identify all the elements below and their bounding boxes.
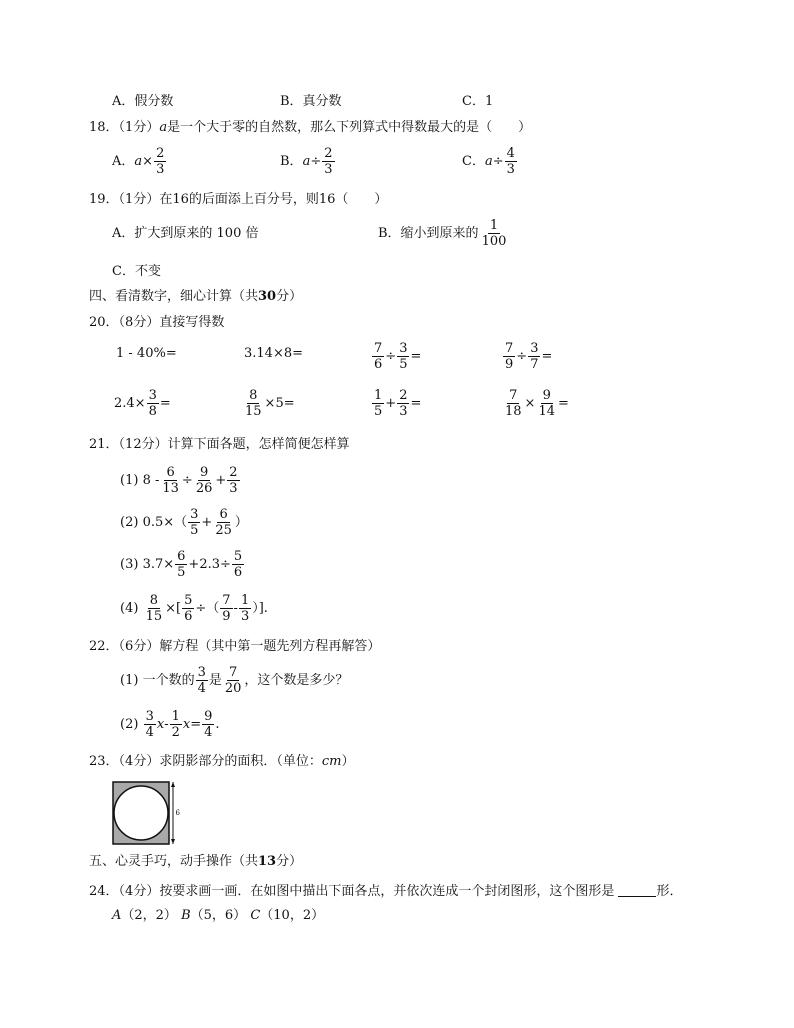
point-a-label: A <box>112 908 122 923</box>
operator: × <box>524 396 536 411</box>
q21-stem: 21．（12分）计算下面各题，怎样简便怎样算 <box>89 437 350 452</box>
q19-option-a: A．扩大到原来的 100 倍 <box>112 226 259 241</box>
variable-x: x <box>156 717 165 732</box>
q23-stem-suffix: ） <box>341 754 355 769</box>
prefix: 8 - <box>142 473 160 488</box>
denominator: 15 <box>145 609 163 624</box>
numerator: 3 <box>530 341 539 356</box>
suffix: ×5= <box>264 396 295 411</box>
numerator: 7 <box>509 388 518 403</box>
fraction <box>239 594 251 623</box>
denominator: 13 <box>162 481 179 496</box>
denominator: 4 <box>204 725 213 740</box>
numerator: 2 <box>324 146 333 161</box>
denominator: 7 <box>530 357 539 372</box>
denominator: 6 <box>184 609 193 624</box>
point-c-label: C <box>250 908 261 923</box>
q18-a-var: a <box>134 154 143 169</box>
numerator: 9 <box>204 709 213 724</box>
suffix: ）]. <box>252 601 268 616</box>
part-label: (1) <box>120 673 139 688</box>
section4-title <box>89 290 302 303</box>
q21-part-2 <box>120 508 248 537</box>
q18-a-label: A． <box>112 154 135 169</box>
dimension-label: 6 <box>175 809 180 817</box>
denominator: 15 <box>245 404 262 419</box>
numerator: 7 <box>505 341 514 356</box>
q19-b-prefix: B．缩小到原来的 <box>378 226 479 241</box>
point-b-label: B <box>181 908 191 923</box>
operator: - <box>233 601 238 616</box>
denominator: 100 <box>481 234 507 249</box>
fraction <box>372 342 384 371</box>
fraction <box>170 710 182 739</box>
numerator: 1 <box>489 218 499 233</box>
variable-x: x <box>182 717 191 732</box>
q17-option-a: A．假分数 <box>112 94 174 109</box>
q20-expr-5 <box>114 389 171 418</box>
fraction <box>223 666 244 695</box>
operator: - <box>164 717 169 732</box>
numerator: 2 <box>399 388 408 403</box>
denominator: 3 <box>240 609 250 624</box>
arrow-up-icon <box>171 782 175 787</box>
q19-b-fraction <box>480 219 509 248</box>
operator: ÷ <box>385 349 397 364</box>
fraction <box>175 550 187 579</box>
numerator: 6 <box>219 507 228 522</box>
fraction <box>147 389 159 418</box>
q18-stem <box>89 121 531 134</box>
fraction <box>182 594 194 623</box>
numerator: 6 <box>166 465 175 480</box>
q20-expr-8 <box>502 389 569 418</box>
operator: + <box>385 396 397 411</box>
q20-expr-6 <box>242 389 295 418</box>
fraction <box>213 508 234 537</box>
operator: + <box>201 515 213 530</box>
denominator: 4 <box>197 681 206 696</box>
denominator: 9 <box>222 609 231 624</box>
q18-number: 18．（1分） <box>89 120 160 135</box>
fraction <box>372 389 384 418</box>
middle-text: 是 <box>208 673 222 688</box>
denominator: 6 <box>374 357 383 372</box>
q18-c-op: ÷ <box>492 154 504 169</box>
q18-c-fraction <box>505 147 517 176</box>
operator: + <box>215 473 227 488</box>
denominator: 20 <box>224 681 242 696</box>
suffix: ，这个数是多少？ <box>244 673 349 688</box>
section4-title-prefix: 四、看清数字，细心计算（共 <box>89 289 259 304</box>
operator: ÷ <box>181 473 193 488</box>
q18-var-a: a <box>159 120 168 135</box>
fraction <box>144 710 156 739</box>
section5-score: 13 <box>258 854 277 869</box>
q18-stem-rest: 是一个大于零的自然数，那么下列算式中得数最大的是（ ） <box>167 120 532 135</box>
q18-b-fraction <box>322 147 334 176</box>
middle-expression: +2.3÷ <box>188 557 231 572</box>
numerator: 3 <box>145 709 154 724</box>
prefix: 0.5×（ <box>142 515 188 530</box>
numerator: 1 <box>374 388 383 403</box>
q18-c-var: a <box>484 154 493 169</box>
equals: = <box>558 396 569 411</box>
answer-blank[interactable] <box>618 884 656 897</box>
fraction <box>144 594 165 623</box>
q19-option-b <box>378 219 509 248</box>
fraction <box>503 342 515 371</box>
q20-expr-2: 3.14×8= <box>244 346 304 361</box>
fraction <box>397 342 409 371</box>
q18-b-label: B． <box>280 154 303 169</box>
q20-expr-4 <box>502 342 552 371</box>
q18-a-fraction <box>154 147 166 176</box>
fraction <box>160 466 181 495</box>
suffix: ） <box>234 515 248 530</box>
numerator: 1 <box>171 709 180 724</box>
denominator: 4 <box>145 725 154 740</box>
fraction <box>528 342 540 371</box>
numerator: 7 <box>229 665 238 680</box>
q18-option-b <box>280 147 336 176</box>
point-a-coord: （2，2） <box>121 908 177 923</box>
prefix: 2.4× <box>114 396 146 411</box>
q18-b-var: a <box>302 154 311 169</box>
denominator: 2 <box>171 725 180 740</box>
q22-stem: 22．（6分）解方程（其中第一题先列方程再解答） <box>89 639 381 654</box>
part-label: (3) <box>120 557 139 572</box>
suffix: . <box>215 717 220 732</box>
part-label: (2) <box>120 717 139 732</box>
inscribed-circle <box>114 786 168 840</box>
denominator: 5 <box>399 357 408 372</box>
fraction <box>232 550 244 579</box>
numerator: 3 <box>197 665 206 680</box>
denominator: 26 <box>195 481 213 496</box>
numerator: 3 <box>190 507 199 522</box>
denominator: 3 <box>324 162 333 177</box>
numerator: 9 <box>542 388 551 403</box>
arrow-down-icon <box>171 839 175 844</box>
equals: = <box>410 349 422 364</box>
fraction <box>397 389 409 418</box>
q18-b-op: ÷ <box>310 154 322 169</box>
q22-part-1 <box>120 666 348 695</box>
operator: ÷（ <box>195 601 220 616</box>
fraction <box>227 466 239 495</box>
equals: = <box>190 717 202 732</box>
equals: = <box>541 349 553 364</box>
q24-stem-prefix: 24．（4分）按要求画一画．在如图中描出下面各点，并依次连成一个封闭图形，这个图形是 <box>89 884 615 899</box>
denominator: 5 <box>177 565 186 580</box>
section4-score: 30 <box>258 289 277 304</box>
q21-part-1 <box>120 466 241 495</box>
q20-stem: 20．（8分）直接写得数 <box>89 315 225 330</box>
numerator: 6 <box>177 549 186 564</box>
denominator: 3 <box>229 481 238 496</box>
shaded-square-circle-figure <box>112 781 180 845</box>
numerator: 4 <box>506 146 515 161</box>
numerator: 2 <box>156 146 165 161</box>
q17-option-b: B．真分数 <box>280 94 342 109</box>
fraction <box>536 389 557 418</box>
q21-part-3 <box>120 550 245 579</box>
numerator: 8 <box>149 593 158 608</box>
section5-title-suffix: 分） <box>276 854 303 869</box>
q20-expr-7 <box>371 389 421 418</box>
point-c-coord: （10，2） <box>260 908 325 923</box>
numerator: 7 <box>222 593 231 608</box>
denominator: 5 <box>190 523 199 538</box>
q23-stem <box>89 755 354 768</box>
q17-option-c: C．1 <box>462 94 494 109</box>
prefix: 3.7× <box>142 557 175 572</box>
denominator: 3 <box>506 162 515 177</box>
equals: = <box>410 396 422 411</box>
q18-option-a <box>112 147 167 176</box>
q19-option-c: C．不变 <box>112 264 161 279</box>
part-label: (1) <box>120 473 139 488</box>
denominator: 3 <box>399 404 408 419</box>
q20-expr-3 <box>371 342 421 371</box>
q22-part-2 <box>120 710 220 739</box>
numerator: 5 <box>233 549 243 564</box>
part-label: (2) <box>120 515 139 530</box>
q24-stem <box>89 884 682 898</box>
numerator: 8 <box>249 388 258 403</box>
numerator: 7 <box>374 341 383 356</box>
q23-stem-prefix: 23．（4分）求阴影部分的面积．（单位： <box>89 754 322 769</box>
denominator: 5 <box>374 404 383 419</box>
q20-expr-1: 1 - 40%= <box>116 346 177 361</box>
prefix: 一个数的 <box>142 673 195 688</box>
q21-part-4 <box>120 594 268 623</box>
q23-unit: cm <box>321 754 342 769</box>
denominator: 18 <box>505 404 522 419</box>
operator: ÷ <box>516 349 528 364</box>
q24-points <box>112 909 324 922</box>
section4-title-suffix: 分） <box>276 289 303 304</box>
point-b-coord: （5，6） <box>190 908 247 923</box>
denominator: 8 <box>148 404 157 419</box>
q19-stem: 19．（1分）在16的后面添上百分号，则16（ ） <box>89 192 388 207</box>
equals: = <box>159 396 171 411</box>
fraction <box>503 389 524 418</box>
q18-c-label: C． <box>462 154 485 169</box>
fraction <box>220 594 232 623</box>
numerator: 9 <box>199 465 209 480</box>
section5-title <box>89 855 302 868</box>
denominator: 3 <box>156 162 165 177</box>
fraction <box>196 666 208 695</box>
fraction <box>188 508 200 537</box>
numerator: 3 <box>399 341 408 356</box>
numerator: 1 <box>240 593 250 608</box>
operator: ×[ <box>165 601 182 616</box>
q24-stem-suffix: 形． <box>656 884 683 899</box>
numerator: 5 <box>184 593 193 608</box>
numerator: 3 <box>148 388 157 403</box>
denominator: 14 <box>538 404 555 419</box>
denominator: 25 <box>215 523 232 538</box>
part-label: (4) <box>120 601 139 616</box>
numerator: 2 <box>229 465 238 480</box>
section5-title-prefix: 五、心灵手巧，动手操作（共 <box>89 854 259 869</box>
fraction <box>194 466 215 495</box>
fraction <box>202 710 214 739</box>
q18-a-op: × <box>142 154 154 169</box>
q18-option-c <box>462 147 518 176</box>
fraction <box>243 389 264 418</box>
denominator: 6 <box>233 565 243 580</box>
denominator: 9 <box>505 357 514 372</box>
